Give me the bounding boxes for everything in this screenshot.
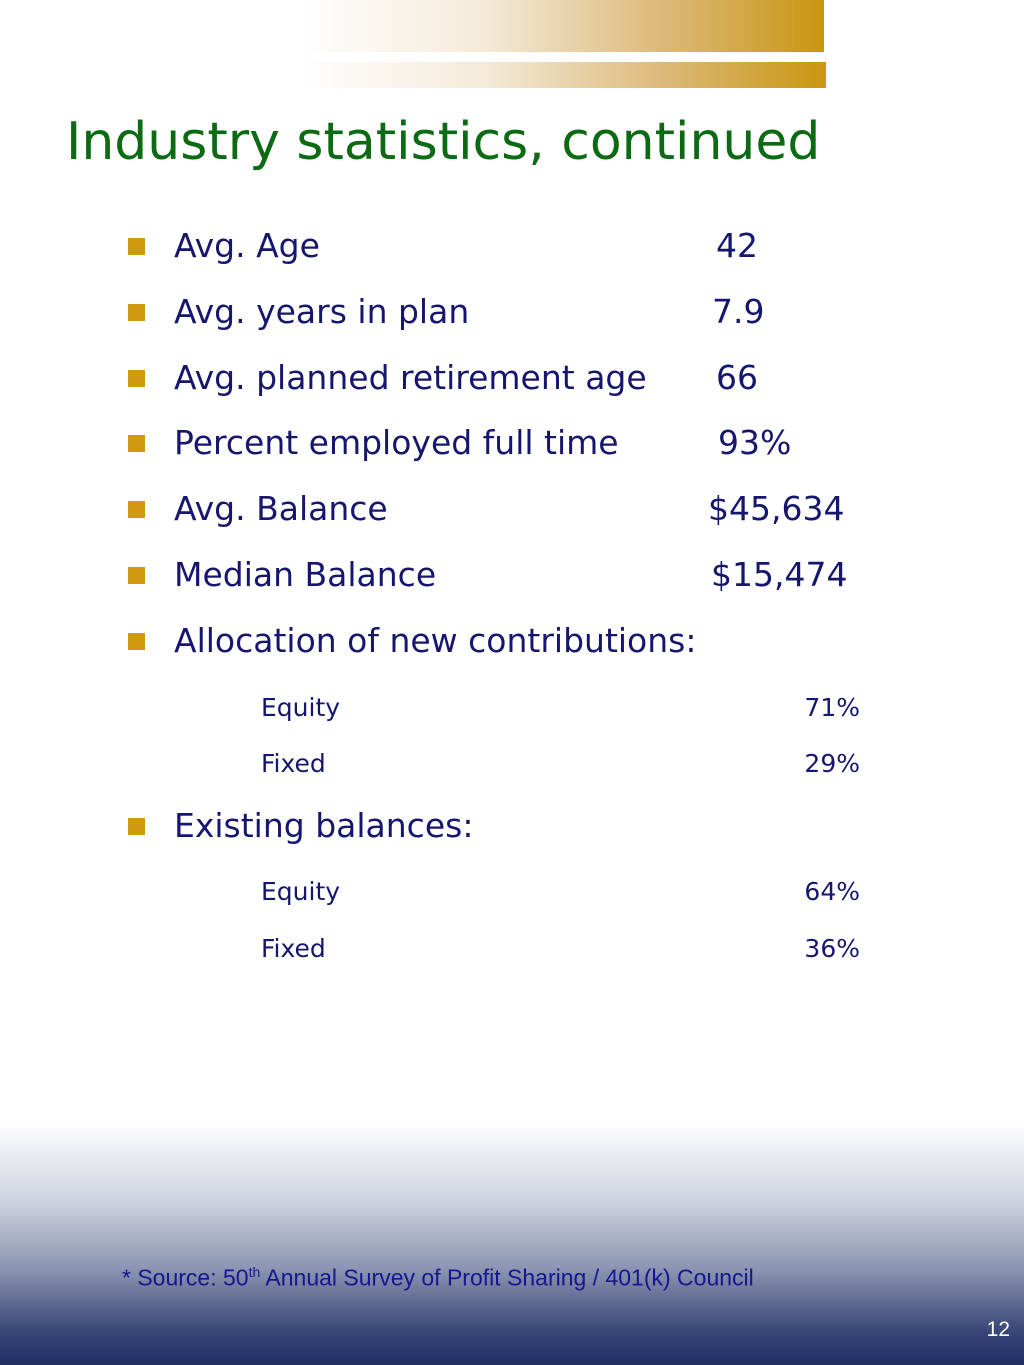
stat-row-avg-age [0, 226, 1024, 270]
stat-label: Avg. years in plan [174, 292, 470, 331]
bullet-square [128, 435, 145, 452]
stat-row-avg-balance [0, 489, 1024, 533]
sub-value: 29% [804, 749, 860, 778]
allocation-fixed-row [0, 748, 1024, 782]
stat-row-median-balance [0, 555, 1024, 599]
stat-label: Avg. planned retirement age [174, 358, 647, 397]
stat-label: Percent employed full time [174, 423, 619, 462]
bullet-square [128, 238, 145, 255]
stat-row-years-in-plan [0, 292, 1024, 336]
stat-value: 42 [716, 226, 758, 265]
stat-value: $45,634 [708, 489, 845, 528]
stat-value: 7.9 [712, 292, 765, 331]
sub-value: 36% [804, 934, 860, 963]
stat-value: $15,474 [711, 555, 848, 594]
stat-label: Avg. Balance [174, 489, 388, 528]
sub-label: Equity [261, 877, 341, 906]
sub-label: Equity [261, 693, 341, 722]
allocation-heading [0, 621, 1024, 665]
page-number: 12 [986, 1318, 1010, 1341]
stat-label: Median Balance [174, 555, 437, 594]
stat-value: 66 [716, 358, 758, 397]
bullet-square [128, 633, 145, 650]
existing-heading [0, 806, 1024, 850]
source-footnote [122, 1264, 754, 1292]
decorative-gold-bar-bottom [300, 62, 826, 88]
sub-value: 64% [804, 877, 860, 906]
existing-equity-row [0, 876, 1024, 910]
sub-value: 71% [804, 693, 860, 722]
footnote-superscript: th [248, 1264, 261, 1280]
bullet-square [128, 370, 145, 387]
footnote-prefix: * Source: 50 [122, 1264, 249, 1291]
footnote-suffix: Annual Survey of Profit Sharing / 401(k) Council [260, 1264, 754, 1291]
existing-fixed-row [0, 933, 1024, 967]
stat-label: Avg. Age [174, 226, 320, 265]
allocation-label: Allocation of new contributions: [174, 621, 697, 660]
bullet-square [128, 501, 145, 518]
bullet-square [128, 818, 145, 835]
allocation-equity-row [0, 692, 1024, 726]
sub-label: Fixed [261, 934, 326, 963]
existing-label: Existing balances: [174, 806, 474, 845]
sub-label: Fixed [261, 749, 326, 778]
decorative-gold-bar-top [300, 0, 824, 52]
bullet-square [128, 304, 145, 321]
stat-row-retirement-age [0, 358, 1024, 402]
bullet-square [128, 567, 145, 584]
slide-title: Industry statistics, continued [66, 112, 821, 172]
stat-value: 93% [718, 423, 792, 462]
stat-row-employed-full-time [0, 423, 1024, 467]
